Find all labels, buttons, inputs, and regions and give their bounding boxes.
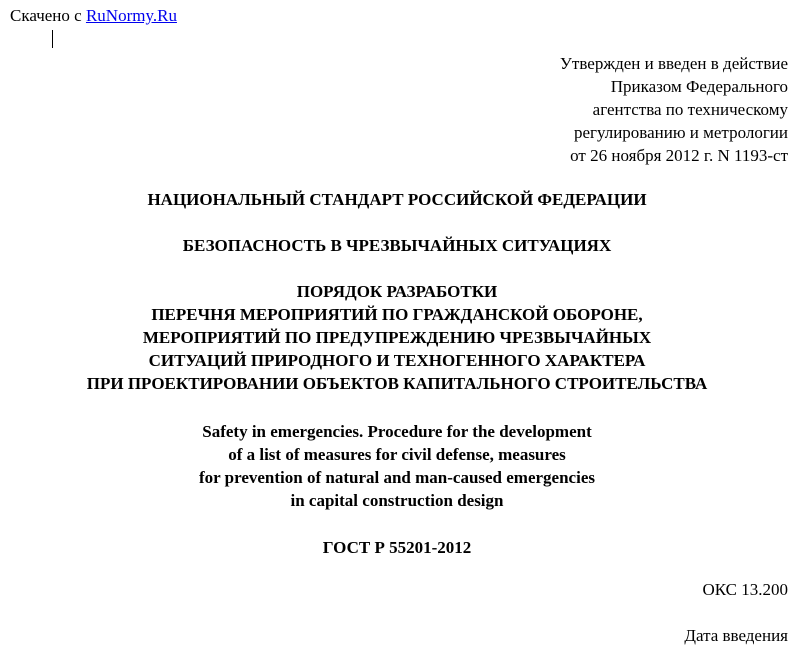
subject-heading xyxy=(0,234,794,257)
approval-line: Утвержден и введен в действие xyxy=(559,54,788,73)
title-ru-line: ПЕРЕЧНЯ МЕРОПРИЯТИЙ ПО ГРАЖДАНСКОЙ ОБОРОНЕ, xyxy=(151,305,643,324)
standard-type-heading xyxy=(0,188,794,211)
title-en-line: Safety in emergencies. Procedure for the development xyxy=(202,422,592,441)
approval-line: регулированию и метрологии xyxy=(573,123,788,142)
oks-code: ОКС 13.200 xyxy=(702,580,788,599)
intro-date-label: Дата введения xyxy=(684,626,788,645)
standard-type: НАЦИОНАЛЬНЫЙ СТАНДАРТ РОССИЙСКОЙ ФЕДЕРАЦИИ xyxy=(147,190,647,209)
approval-line: Приказом Федерального xyxy=(610,77,788,96)
downloaded-prefix: Скачено с xyxy=(10,6,82,25)
download-source-line xyxy=(10,6,177,26)
gost-number-heading xyxy=(0,536,794,559)
title-ru-line: ПОРЯДОК РАЗРАБОТКИ xyxy=(296,282,498,301)
title-ru-line: СИТУАЦИЙ ПРИРОДНОГО И ТЕХНОГЕННОГО ХАРАКТЕРА xyxy=(148,351,646,370)
text-cursor xyxy=(52,30,53,48)
title-ru-line: ПРИ ПРОЕКТИРОВАНИИ ОБЪЕКТОВ КАПИТАЛЬНОГО СТРОИТЕЛЬСТВА xyxy=(86,374,708,393)
approval-line: агентства по техническому xyxy=(592,100,788,119)
title-en-line: for prevention of natural and man-caused emergencies xyxy=(198,468,595,487)
site-link[interactable]: RuNormy.Ru xyxy=(85,6,177,25)
title-en-line: in capital construction design xyxy=(290,491,504,510)
title-en-line: of a list of measures for civil defense, measures xyxy=(228,445,566,464)
russian-title xyxy=(0,280,794,395)
approval-line: от 26 ноября 2012 г. N 1193-ст xyxy=(570,146,788,165)
title-ru-line: МЕРОПРИЯТИЙ ПО ПРЕДУПРЕЖДЕНИЮ ЧРЕЗВЫЧАЙНЫХ xyxy=(142,328,652,347)
gost-number: ГОСТ Р 55201-2012 xyxy=(322,538,472,557)
approval-block xyxy=(560,52,788,167)
english-title xyxy=(0,420,794,512)
subject: БЕЗОПАСНОСТЬ В ЧРЕЗВЫЧАЙНЫХ СИТУАЦИЯХ xyxy=(182,236,612,255)
